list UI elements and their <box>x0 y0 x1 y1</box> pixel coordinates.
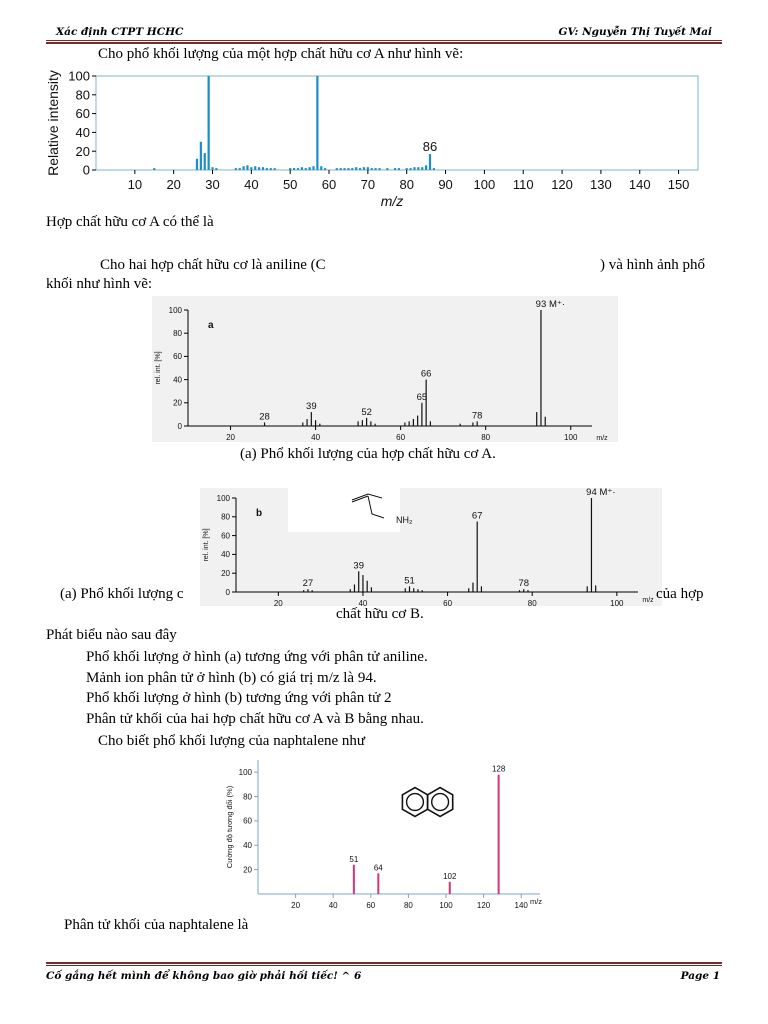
x-tick-label: 140 <box>514 901 528 910</box>
molecular-ion-label: M⁺· <box>599 488 616 498</box>
panel-label: b <box>256 508 263 519</box>
x-tick-label: 40 <box>328 901 338 910</box>
plot-frame <box>96 76 698 170</box>
footer-rule-thin <box>46 965 722 966</box>
y-tick-label: 40 <box>221 550 230 560</box>
footer-left: Cố gắng hết mình để không bao giờ phải hối tiếc! ^ 6 <box>46 970 362 982</box>
peak-label: 67 <box>471 510 483 522</box>
y-axis-label: Relative intensity <box>46 70 61 176</box>
y-tick-label: 80 <box>243 792 252 802</box>
x-tick-label: 100 <box>610 599 624 606</box>
x-tick-label: 80 <box>481 433 491 442</box>
peak-label: 39 <box>353 560 365 572</box>
x-tick-label: 150 <box>667 177 690 192</box>
x-tick-label: 110 <box>512 177 534 192</box>
x-tick-label: 20 <box>226 433 235 442</box>
y-tick-label: 0 <box>82 162 90 178</box>
x-tick-label: 120 <box>476 901 491 910</box>
peak-label: 65 <box>416 391 428 403</box>
x-tick-label: 20 <box>291 901 301 910</box>
q1-intro: Cho phổ khối lượng của một hợp chất hữu cơ A như hình vẽ: <box>98 46 464 62</box>
y-tick-label: 40 <box>173 375 182 385</box>
y-tick-label: 60 <box>221 531 230 541</box>
benzene-ring-right-aromatic-circle <box>432 794 449 811</box>
peak-label: 78 <box>471 410 483 422</box>
header-left: Xác định CTPT HCHC <box>56 26 184 38</box>
y-tick-label: 60 <box>75 106 90 122</box>
peak-label: 86 <box>422 139 438 155</box>
x-tick-label: 130 <box>590 177 612 192</box>
caption-b-left: (a) Phổ khối lượng c <box>60 586 184 602</box>
x-tick-label: 50 <box>282 177 298 192</box>
x-tick-label: 40 <box>244 177 259 192</box>
peak-label: 78 <box>518 578 530 590</box>
y-tick-label: 100 <box>168 305 182 315</box>
x-tick-label: 60 <box>443 599 453 606</box>
q1-ask: Hợp chất hữu cơ A có thể là <box>46 214 214 230</box>
chart-spectrum-compound-a <box>46 66 710 216</box>
caption-a: (a) Phổ khối lượng của hợp chất hữu cơ A. <box>240 446 496 462</box>
y-tick-label: 20 <box>173 398 182 408</box>
y-axis-label: rel. int. [%] <box>155 351 162 385</box>
x-tick-label: 100 <box>473 177 496 192</box>
peak-label: 128 <box>491 764 506 774</box>
statement-2: Mảnh ion phân tử ở hình (b) có giá trị m/z là 94. <box>86 670 377 686</box>
x-tick-label: 10 <box>127 177 143 192</box>
q3-intro: Cho biết phổ khối lượng của naphtalene như <box>98 733 366 749</box>
x-tick-label: 60 <box>366 901 376 910</box>
x-axis-label: m/z <box>529 897 543 906</box>
y-tick-label: 20 <box>221 569 230 578</box>
x-tick-label: 70 <box>360 177 376 192</box>
chart-spectrum-b <box>200 488 662 606</box>
benzene-ring-left-aromatic-circle <box>407 794 424 811</box>
peak-label: 52 <box>361 406 372 418</box>
x-tick-label: 100 <box>564 433 578 442</box>
x-tick-label: 90 <box>438 177 453 192</box>
y-tick-label: 60 <box>243 816 252 826</box>
x-tick-label: 40 <box>358 599 368 606</box>
q2-line1-b: ) và hình ảnh phổ <box>600 257 705 273</box>
peak-label: 64 <box>373 863 383 873</box>
x-tick-label: 60 <box>321 177 337 192</box>
peak-label: 27 <box>302 578 314 590</box>
peak-label: 66 <box>420 368 432 380</box>
x-tick-label: 80 <box>527 599 537 606</box>
y-tick-label: 0 <box>225 587 230 597</box>
y-tick-label: 80 <box>173 329 182 338</box>
structure-box <box>288 488 400 532</box>
chart-spectrum-a <box>152 296 618 442</box>
peak-label: 102 <box>443 871 457 881</box>
q2-ask: Phát biểu nào sau đây <box>46 627 177 643</box>
y-tick-label: 100 <box>68 68 90 84</box>
y-axis-label: rel. int. [%] <box>203 528 210 562</box>
y-axis-label: Cường độ tương đối (%) <box>225 785 234 869</box>
x-tick-label: 80 <box>403 901 413 910</box>
x-tick-label: 80 <box>399 177 414 192</box>
x-tick-label: 60 <box>396 433 406 442</box>
x-tick-label: 100 <box>439 901 453 910</box>
y-tick-label: 80 <box>75 87 90 103</box>
molecular-ion-label: M⁺· <box>548 299 566 310</box>
statement-4: Phân tử khối của hai hợp chất hữu cơ A và B bằng nhau. <box>86 711 424 727</box>
y-tick-label: 80 <box>221 512 230 522</box>
header-rule-thick <box>46 42 722 44</box>
q2-line2: khối như hình vẽ: <box>46 276 153 292</box>
peak-label: 93 <box>535 299 547 310</box>
x-axis-label: m/z <box>642 597 654 604</box>
x-axis-label: m/z <box>596 435 608 442</box>
x-tick-label: 20 <box>166 177 181 192</box>
header-rule-thin <box>46 40 722 41</box>
x-tick-label: 40 <box>311 433 321 442</box>
x-tick-label: 30 <box>205 177 220 192</box>
peak-label: 28 <box>259 411 270 423</box>
peak-label: 51 <box>404 575 415 587</box>
spectrum-panel-a <box>152 296 618 442</box>
header-right: GV: Nguyễn Thị Tuyết Mai <box>558 26 712 38</box>
x-tick-label: 140 <box>628 177 651 192</box>
x-tick-label: 120 <box>551 177 573 192</box>
y-tick-label: 20 <box>75 143 90 159</box>
spectrum-naphtalene-panel <box>222 752 546 918</box>
chart-spectrum-naphtalene <box>222 752 546 918</box>
caption-b-right: của hợp <box>656 586 704 602</box>
panel-label: a <box>208 320 214 331</box>
peak-label: 51 <box>349 854 359 864</box>
structure-label: NH₂ <box>396 515 413 525</box>
statement-3: Phổ khối lượng ở hình (b) tương ứng với phân tử 2 <box>86 690 392 706</box>
y-tick-label: 100 <box>238 767 252 777</box>
y-tick-label: 20 <box>243 865 252 875</box>
x-axis-label: m/z <box>380 193 404 209</box>
footer-right: Page 1 <box>680 970 720 982</box>
y-tick-label: 40 <box>75 124 90 140</box>
y-tick-label: 100 <box>216 493 230 503</box>
y-tick-label: 40 <box>243 841 252 851</box>
q2-line1-a: Cho hai hợp chất hữu cơ là aniline (C <box>100 257 326 273</box>
x-tick-label: 20 <box>273 599 283 606</box>
peak-label: 94 <box>586 488 597 498</box>
q3-ask: Phân tử khối của naphtalene là <box>64 917 249 933</box>
footer-rule-thick <box>46 962 722 964</box>
y-tick-label: 0 <box>177 421 182 431</box>
peak-label: 39 <box>306 401 317 413</box>
statement-1: Phổ khối lượng ở hình (a) tương ứng với phân tử aniline. <box>86 649 428 665</box>
spectrum-a-panel <box>46 66 710 216</box>
naphthalene-structure-icon <box>402 788 452 817</box>
spectrum-panel-b <box>200 488 662 606</box>
y-tick-label: 60 <box>173 352 182 362</box>
caption-b-line2: chất hữu cơ B. <box>336 606 424 622</box>
